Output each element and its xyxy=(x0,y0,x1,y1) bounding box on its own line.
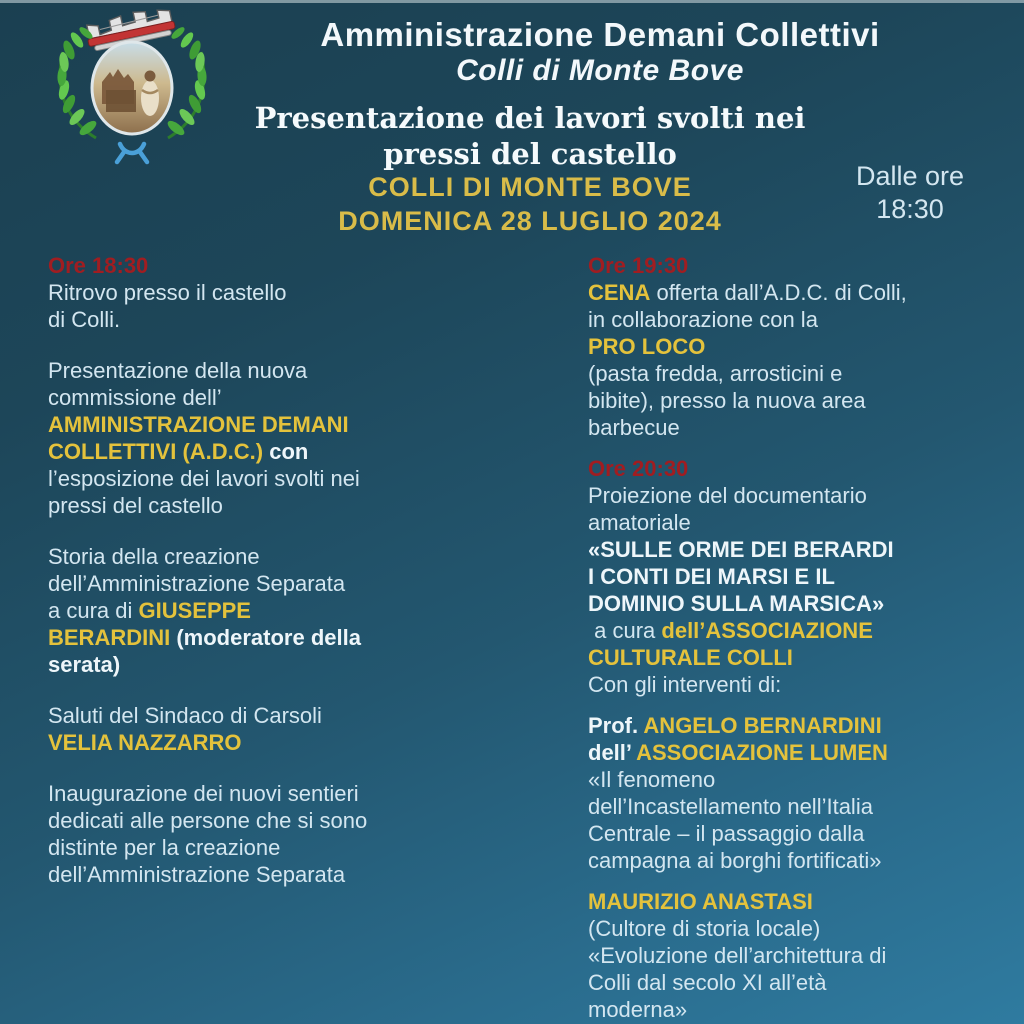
program-block xyxy=(48,252,538,333)
program-text-run: Prof. xyxy=(588,713,644,738)
start-time xyxy=(798,160,1022,226)
program-text-run: Storia della creazione dell’Amministrazione Separata a cura di xyxy=(48,544,346,623)
program-text-run: GIUSEPPE BERARDINI xyxy=(48,598,251,650)
program-text-run: VELIA NAZZARRO xyxy=(48,730,242,755)
org-title: Amministrazione Demani Collettivi xyxy=(320,16,880,53)
program-text-run: AMMINISTRAZIONE DEMANI COLLETTIVI (A.D.C.) xyxy=(48,412,349,464)
program-text-run: «SULLE ORME DEI BERARDI I CONTI DEI MARSI E IL DOMINIO SULLA MARSICA» xyxy=(588,537,894,616)
program-text-run: Inaugurazione dei nuovi sentieri dedicati alle persone che si sono distinte per la creazione dell’Amministrazione Separata xyxy=(48,781,368,887)
program-text-run: Con gli interventi di: xyxy=(588,672,782,697)
program-text-run: (pasta fredda, arrosticini e bibite), presso la nuova area barbecue xyxy=(588,361,866,440)
program-block xyxy=(588,455,1018,698)
program-text-run: (moderatore della serata) xyxy=(48,625,361,677)
program-block xyxy=(48,543,538,678)
program-block xyxy=(588,712,1018,874)
event-title-line1: Presentazione dei lavori svolti nei xyxy=(254,101,806,135)
program-text-run: a cura xyxy=(594,618,656,643)
program-text-run: offerta dall’A.D.C. di Colli, in collaborazione con la xyxy=(588,280,907,332)
event-place: COLLI DI MONTE BOVE xyxy=(368,172,692,202)
program-text-run: con xyxy=(263,439,309,464)
program-text-run: PRO LOCO xyxy=(588,334,706,359)
program-text-run: dell’ xyxy=(588,740,637,765)
program-text-run: (Cultore di storia locale) «Evoluzione dell’architettura di Colli dal secolo XI all’età moderna» xyxy=(588,916,887,1022)
program-block xyxy=(588,888,1018,1023)
program-text-run: Ritrovo presso il castello di Colli. xyxy=(48,280,287,332)
program-column-right xyxy=(588,252,1018,1024)
program-text-run: ASSOCIAZIONE LUMEN xyxy=(636,740,888,765)
program-text-run: Proiezione del documentario amatoriale xyxy=(588,483,867,535)
program-text-run: Saluti del Sindaco di Carsoli xyxy=(48,703,322,728)
org-subtitle: Colli di Monte Bove xyxy=(456,54,744,87)
program-text-run: dell’ASSOCIAZIONE CULTURALE COLLI xyxy=(588,618,873,670)
program-text-run: CENA xyxy=(588,280,651,305)
program-text-run: «Il fenomeno dell’Incastellamento nell’Italia Centrale – il passaggio dalla campagna ai borghi fortificati» xyxy=(588,767,882,873)
start-time-label: Dalle ore xyxy=(855,161,965,191)
program-block xyxy=(48,780,538,888)
program-text-run: MAURIZIO ANASTASI xyxy=(588,889,813,914)
program-block xyxy=(48,702,538,756)
program-text-run: l’esposizione dei lavori svolti nei pressi del castello xyxy=(48,466,360,518)
event-date: DOMENICA 28 LUGLIO 2024 xyxy=(338,206,722,236)
program-text-run: ANGELO BERNARDINI xyxy=(643,713,882,738)
program-text-run: Ore 20:30 xyxy=(588,456,689,481)
program-text-run: Presentazione della nuova commissione dell’ xyxy=(48,358,308,410)
program-block xyxy=(588,252,1018,441)
program-column-left xyxy=(48,252,538,912)
program-text-run: Ore 18:30 xyxy=(48,253,149,278)
top-edge-strip xyxy=(0,0,1024,3)
start-time-value: 18:30 xyxy=(876,194,944,224)
program-block xyxy=(48,357,538,519)
event-title-line2: pressi del castello xyxy=(383,137,677,171)
program-text-run: Ore 19:30 xyxy=(588,253,689,278)
